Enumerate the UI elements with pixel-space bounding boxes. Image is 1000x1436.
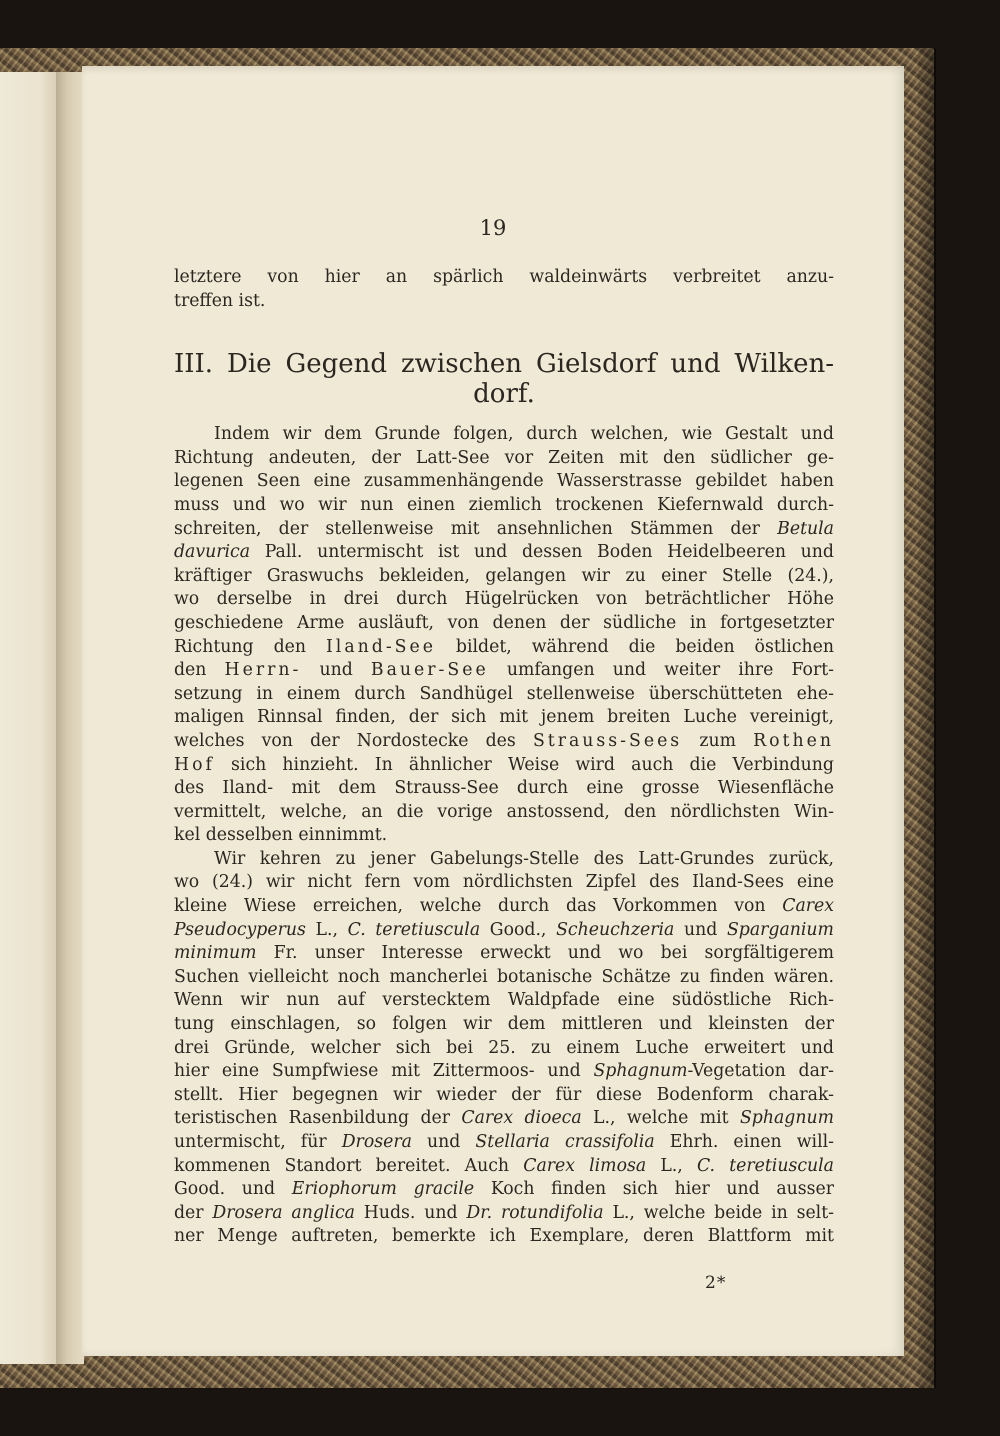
text-line: vermittelt, welche, an die vorige anstossend, den nördlichsten Win-	[174, 801, 834, 822]
taxon-name: Pseudocyperus	[174, 919, 306, 940]
taxon-name: Carex dioeca	[461, 1108, 582, 1129]
text-line: maligen Rinnsal finden, der sich mit jenem breiten Luche vereinigt,	[174, 707, 834, 728]
taxon-name: Carex	[782, 896, 834, 917]
text-line: Indem wir dem Grunde folgen, durch welchen, wie Gestalt und	[214, 424, 834, 445]
text-line: kleine Wiese erreichen, welche durch das Vorkommen von Carex	[174, 896, 834, 917]
place-name: Hof	[174, 754, 215, 775]
text-line: wo derselbe in drei durch Hügelrücken von beträchtlicher Höhe	[174, 589, 834, 610]
place-name: Rothen	[753, 730, 834, 751]
text-line: Good. und Eriophorum gracile Koch finden sich hier und ausser	[174, 1179, 835, 1200]
taxon-name: Carex limosa	[523, 1155, 647, 1176]
taxon-name: minimum	[174, 943, 257, 964]
text-line: geschiedene Arme ausläuft, von denen der südliche in fortgesetzter	[174, 612, 834, 633]
text-line: legenen Seen eine zusammenhängende Wasserstrasse gebildet haben	[174, 471, 834, 492]
text-line: des Iland- mit dem Strauss-See durch eine grosse Wiesenfläche	[174, 778, 834, 799]
text-line: setzung in einem durch Sandhügel stellenweise überschütteten ehe-	[174, 683, 834, 704]
cover-edge-shadow	[918, 48, 936, 1388]
taxon-name: Sphagnum	[739, 1108, 834, 1129]
text-line: Wir kehren zu jener Gabelungs-Stelle des Latt-Grundes zurück,	[214, 848, 834, 869]
place-name: Strauss-Sees	[532, 730, 683, 751]
page-number: 19	[479, 216, 507, 240]
signature-mark: 2*	[705, 1273, 727, 1293]
paragraph-2	[174, 848, 834, 1249]
text-line: ner Menge auftreten, bemerkte ich Exemplare, deren Blattform mit	[174, 1226, 834, 1247]
taxon-name: Drosera anglica	[212, 1202, 355, 1223]
taxon-name: Drosera	[341, 1132, 412, 1152]
taxon-name: Scheuchzeria	[556, 919, 675, 940]
taxon-name: Eriophorum gracile	[291, 1179, 475, 1200]
text-line: teristischen Rasenbildung der Carex dioeca L., welche mit Sphagnum	[174, 1108, 834, 1129]
place-name: Bauer-See	[370, 660, 489, 681]
text-line: kommenen Standort bereitet. Auch Carex limosa L., C. teretiuscula	[174, 1155, 834, 1176]
text-line: drei Gründe, welcher sich bei 25. zu einem Luche erweitert und	[174, 1037, 834, 1058]
section-heading	[174, 349, 834, 409]
text-line: Richtung andeuten, der Latt-See vor Zeiten mit den südlicher ge-	[174, 447, 834, 468]
text-line: wo (24.) wir nicht fern vom nördlichsten Zipfel des Iland-Sees eine	[174, 872, 834, 893]
text-line: der Drosera anglica Huds. und Dr. rotundifolia L., welche beide in selt-	[174, 1202, 834, 1223]
text-line: Richtung den Iland-See bildet, während die beiden östlichen	[174, 636, 834, 657]
text-line: davurica Pall. untermischt ist und dessen Boden Heidelbeeren und	[174, 542, 834, 563]
text-line: tung einschlagen, so folgen wir dem mittleren und kleinsten der	[174, 1014, 834, 1035]
intro-paragraph	[174, 266, 834, 313]
text-line: kel desselben einnimmt.	[174, 825, 388, 846]
taxon-name: Stellaria crassifolia	[475, 1132, 655, 1152]
book-gutter	[56, 72, 84, 1364]
text-line: hier eine Sumpfwiese mit Zittermoos- und Sphagnum-Vegetation dar-	[174, 1061, 834, 1082]
book-page	[82, 66, 904, 1356]
text-line: welches von der Nordostecke des Strauss-Sees zum Rothen	[174, 730, 834, 751]
taxon-name: Sphagnum	[593, 1061, 688, 1082]
page-text	[174, 266, 834, 1249]
text-line: untermischt, für Drosera und Stellaria crassifolia Ehrh. einen will-	[174, 1132, 834, 1152]
place-name: Iland-See	[325, 636, 436, 657]
text-line: Suchen vielleicht noch mancherlei botanische Schätze zu finden wären.	[174, 966, 834, 987]
text-line: Hof sich hinzieht. In ähnlicher Weise wird auch die Verbindung	[174, 754, 834, 775]
text-line: schreiten, der stellenweise mit ansehnlichen Stämmen der Betula	[174, 518, 834, 539]
text-line: stellt. Hier begegnen wir wieder der für diese Bodenform charak-	[174, 1084, 834, 1105]
text-line: kräftiger Graswuchs bekleiden, gelangen wir zu einer Stelle (24.),	[174, 565, 834, 586]
text-line: muss und wo wir nun einen ziemlich trockenen Kiefernwald durch-	[174, 494, 834, 515]
heading-line: dorf.	[473, 379, 535, 410]
text-line: Pseudocyperus L., C. teretiuscula Good., Scheuchzeria und Sparganium	[174, 919, 834, 940]
taxon-name: C. teretiuscula	[347, 919, 481, 940]
text-line: minimum Fr. unser Interesse erweckt und wo bei sorgfältigerem	[174, 943, 834, 964]
text-line: Wenn wir nun auf verstecktem Waldpfade eine südöstliche Rich-	[174, 990, 834, 1011]
taxon-name: davurica	[174, 542, 251, 563]
heading-line: III. Die Gegend zwischen Gielsdorf und Wilken-	[174, 349, 834, 380]
taxon-name: Sparganium	[726, 919, 834, 940]
taxon-name: C. teretiuscula	[696, 1155, 834, 1176]
text-line: treffen ist.	[174, 290, 266, 311]
paragraph-1	[174, 423, 834, 848]
left-page-edge	[0, 72, 58, 1364]
taxon-name: Betula	[777, 518, 834, 539]
place-name: Herrn-	[224, 660, 302, 681]
text-line: den Herrn- und Bauer-See umfangen und weiter ihre Fort-	[174, 660, 834, 681]
taxon-name: Dr. rotundifolia	[466, 1202, 604, 1223]
text-line: letztere von hier an spärlich waldeinwärts verbreitet anzu-	[174, 267, 834, 287]
